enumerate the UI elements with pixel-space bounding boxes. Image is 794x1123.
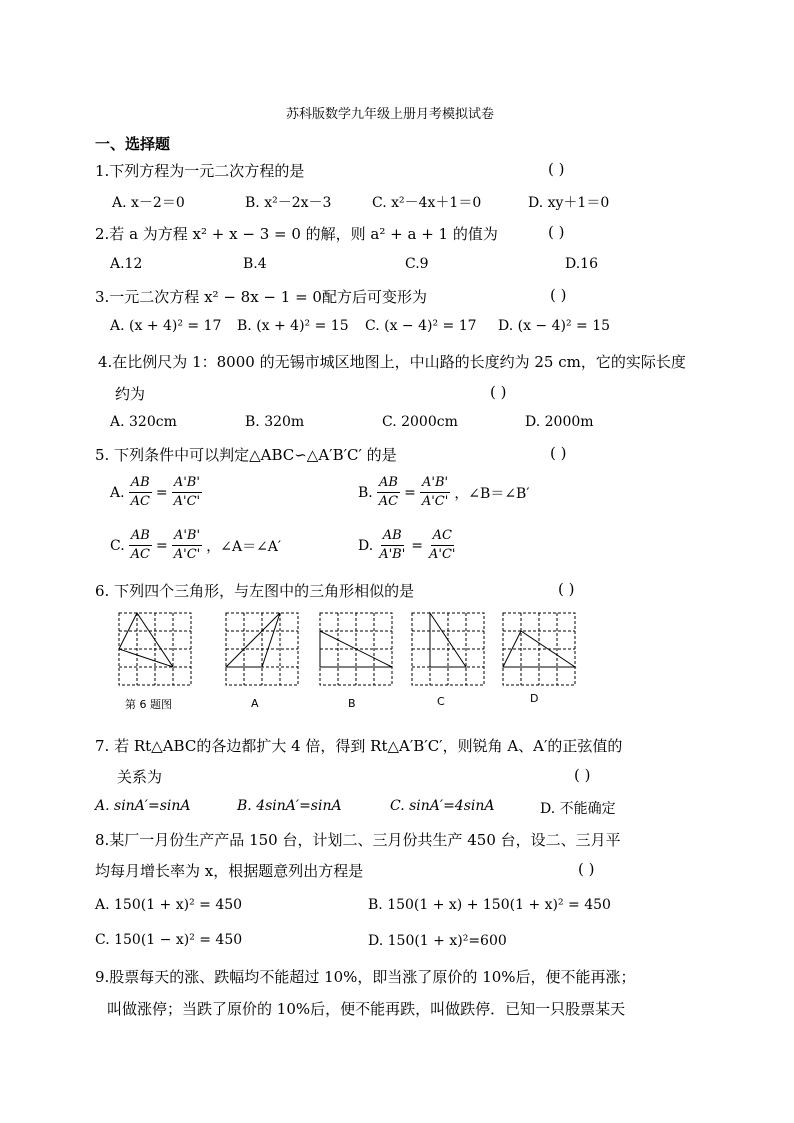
question-7-option-c: C. sinA′=4sinA bbox=[390, 798, 495, 814]
question-2-option-b: B.4 bbox=[243, 256, 267, 272]
question-6-figures bbox=[0, 600, 794, 720]
numerator: AB bbox=[381, 527, 404, 546]
fraction bbox=[172, 474, 202, 511]
equals-sign: = bbox=[155, 484, 168, 501]
question-5-stem: 5. 下列条件中可以判定△ABC∽△A′B′C′ 的是 bbox=[95, 446, 397, 464]
question-8-stem-line-2: 均每月增长率为 x，根据题意列出方程是 bbox=[95, 862, 364, 880]
equals-sign: = bbox=[156, 537, 168, 554]
section-heading: 一、选择题 bbox=[95, 135, 171, 153]
denominator: AC bbox=[378, 494, 399, 509]
option-c-grid bbox=[412, 613, 484, 685]
question-3-stem: 3.一元二次方程 x² − 8x − 1 = 0配方后可变形为 bbox=[95, 288, 427, 306]
question-5-answer-blank: ( ) bbox=[550, 444, 567, 462]
question-5-option-d bbox=[358, 527, 458, 564]
option-label: B. bbox=[358, 484, 373, 501]
question-3-answer-blank: ( ) bbox=[550, 286, 567, 304]
fraction bbox=[377, 527, 407, 564]
question-1-option-d: D. xy＋1＝0 bbox=[528, 195, 610, 211]
question-7-option-a: A. sinA′=sinA bbox=[95, 798, 191, 814]
page-title: 苏科版数学九年级上册月考模拟试卷 bbox=[286, 107, 495, 122]
question-8-option-a: A. 150(1 + x)² = 450 bbox=[95, 897, 243, 913]
question-7-option-b: B. 4sinA′=sinA bbox=[237, 798, 342, 814]
denominator: AC bbox=[130, 494, 150, 509]
option-label: C. bbox=[110, 537, 125, 554]
fraction bbox=[377, 474, 400, 511]
figure-caption: 第 6 题图 bbox=[125, 698, 172, 711]
question-4-stem-line-1: 4.在比例尺为 1：8000 的无锡市城区地图上，中山路的长度约为 25 cm，它的实际长度 bbox=[98, 353, 686, 371]
denominator: A'C' bbox=[173, 494, 201, 509]
angle-condition: ，∠B＝∠B′ bbox=[454, 485, 530, 502]
question-8-option-d: D. 150(1 + x)²=600 bbox=[368, 933, 507, 949]
fraction bbox=[420, 474, 450, 511]
option-label: A. bbox=[110, 484, 125, 501]
denominator: AC bbox=[130, 547, 151, 562]
question-1-option-a: A. x－2＝0 bbox=[112, 195, 185, 211]
fraction bbox=[427, 527, 457, 564]
figure-label-a: A bbox=[251, 697, 259, 710]
numerator: A'B' bbox=[420, 474, 450, 493]
question-7-stem-line-1: 7. 若 Rt△ABC的各边都扩大 4 倍，得到 Rt△A′B′C′，则锐角 A、A′的正弦值的 bbox=[95, 737, 623, 755]
question-3-option-a: A. (x + 4)² = 17 bbox=[110, 318, 222, 334]
numerator: AC bbox=[431, 527, 454, 546]
angle-condition: ，∠A＝∠A′ bbox=[206, 538, 282, 555]
option-label: D. bbox=[358, 537, 374, 554]
question-8-option-c: C. 150(1 − x)² = 450 bbox=[95, 932, 243, 948]
figure-label-d: D bbox=[530, 692, 539, 705]
numerator: AB bbox=[129, 527, 152, 546]
equals-sign: = bbox=[404, 484, 416, 501]
question-3-option-b: B. (x + 4)² = 15 bbox=[237, 318, 349, 334]
reference-triangle-grid bbox=[119, 613, 191, 685]
question-4-option-b: B. 320m bbox=[245, 414, 305, 430]
option-d-grid bbox=[503, 613, 575, 685]
numerator: AB bbox=[129, 474, 152, 493]
question-1-option-b: B. x²－2x－3 bbox=[245, 195, 332, 211]
question-7-answer-blank: ( ) bbox=[574, 766, 591, 784]
fraction bbox=[172, 527, 202, 564]
question-4-stem-line-2: 约为 bbox=[115, 385, 146, 403]
option-a-grid bbox=[226, 613, 298, 685]
question-5-option-c bbox=[110, 527, 281, 564]
question-5-option-a bbox=[110, 474, 202, 511]
question-8-stem-line-1: 8.某厂一月份生产产品 150 台，计划二、三月份共生产 450 台，设二、三月平 bbox=[95, 831, 621, 849]
denominator: A'C' bbox=[173, 547, 201, 562]
question-4-option-a: A. 320cm bbox=[110, 414, 177, 430]
question-3-option-c: C. (x − 4)² = 17 bbox=[365, 318, 477, 334]
question-2-stem: 2.若 a 为方程 x² + x − 3 = 0 的解，则 a² + a + 1 的值为 bbox=[95, 225, 498, 243]
question-9-line-2: 叫做涨停；当跌了原价的 10%后，便不能再跌，叫做跌停．已知一只股票某天 bbox=[107, 1000, 626, 1018]
question-7-stem-line-2: 关系为 bbox=[117, 768, 163, 786]
question-4-answer-blank: ( ) bbox=[490, 383, 507, 401]
question-1-answer-blank: ( ) bbox=[548, 160, 565, 178]
question-6-stem: 6. 下列四个三角形，与左图中的三角形相似的是 bbox=[95, 582, 415, 600]
question-1-option-c: C. x²－4x＋1＝0 bbox=[372, 195, 482, 211]
question-5-option-b bbox=[358, 474, 530, 511]
question-4-option-d: D. 2000m bbox=[525, 414, 594, 430]
denominator: A'B' bbox=[379, 547, 406, 562]
question-9-line-1: 9.股票每天的涨、跌幅均不能超过 10%，即当涨了原价的 10%后，便不能再涨； bbox=[95, 968, 636, 986]
question-2-answer-blank: ( ) bbox=[548, 223, 565, 241]
option-a-triangle bbox=[226, 613, 280, 667]
question-6-answer-blank: ( ) bbox=[558, 580, 575, 598]
figure-label-b: B bbox=[348, 697, 356, 710]
fraction bbox=[129, 474, 152, 511]
question-1-stem: 1.下列方程为一元二次方程的是 bbox=[95, 162, 305, 180]
question-3-option-d: D. (x − 4)² = 15 bbox=[498, 318, 611, 334]
equals-sign: = bbox=[411, 537, 424, 554]
question-4-option-c: C. 2000cm bbox=[382, 414, 458, 430]
numerator: AB bbox=[377, 474, 400, 493]
question-7-option-d: D. 不能确定 bbox=[540, 801, 616, 817]
numerator: A'B' bbox=[172, 527, 202, 546]
figure-label-c: C bbox=[437, 695, 445, 708]
question-8-option-b: B. 150(1 + x) + 150(1 + x)² = 450 bbox=[368, 897, 611, 913]
fraction bbox=[129, 527, 152, 564]
question-2-option-a: A.12 bbox=[110, 256, 143, 272]
denominator: A'C' bbox=[421, 494, 449, 509]
numerator: A'B' bbox=[172, 474, 202, 493]
reference-triangle bbox=[119, 613, 173, 667]
question-8-answer-blank: ( ) bbox=[578, 860, 595, 878]
denominator: A'C' bbox=[429, 547, 456, 562]
question-2-option-d: D.16 bbox=[565, 256, 598, 272]
question-2-option-c: C.9 bbox=[405, 256, 429, 272]
